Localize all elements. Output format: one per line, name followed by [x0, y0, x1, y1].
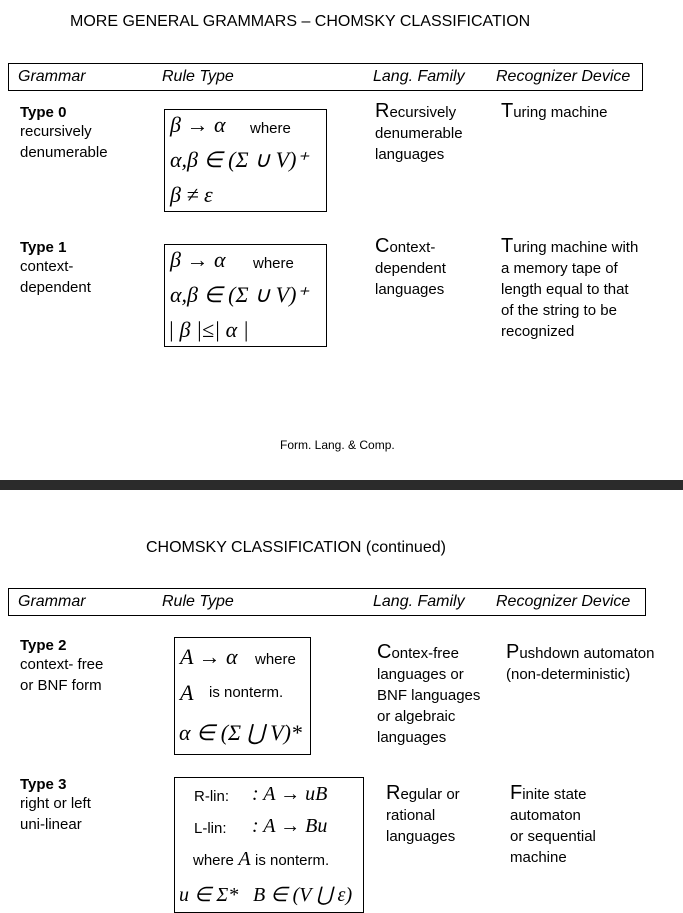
- type3-grammar: [20, 776, 91, 835]
- type1-where: where: [253, 255, 294, 272]
- type3-family-initial: R: [386, 782, 401, 804]
- type3-device-line3: or sequential: [510, 828, 596, 845]
- type3-device-line2: automaton: [510, 807, 581, 824]
- type1-device-line4: of the string to be: [501, 302, 617, 319]
- type0-rule1: β → α: [170, 112, 226, 137]
- type3-family-line2: rational: [386, 807, 436, 824]
- type1-name: Type 1: [20, 239, 67, 256]
- type1-family-initial: C: [375, 235, 390, 257]
- type3-rule4a: u ∈ Σ*: [179, 884, 239, 906]
- type3-desc-line2: uni-linear: [20, 816, 82, 833]
- slide-divider: [0, 480, 683, 490]
- type0-rule-box: [164, 109, 327, 212]
- type2-family-initial: C: [377, 641, 392, 663]
- type2-rule2-text: is nonterm.: [209, 684, 284, 701]
- type0-rule2: α,β ∈ (Σ ∪ V)⁺: [170, 147, 309, 172]
- type2-lang-family: [377, 642, 480, 748]
- type1-rule1: β → α: [170, 247, 226, 272]
- type3-where-rest: is nonterm.: [254, 852, 330, 869]
- type2-family-line4: or algebraic: [377, 708, 456, 725]
- slide1-table-header: [8, 63, 643, 91]
- type0-family-line3: languages: [375, 146, 445, 163]
- type1-family-line3: languages: [375, 281, 445, 298]
- header-grammar: Grammar: [18, 68, 86, 85]
- type2-desc-line1: context- free: [20, 656, 104, 673]
- type2-desc-line2: or BNF form: [20, 677, 102, 694]
- type3-family-line3: languages: [386, 828, 456, 845]
- type2-rule-box: [174, 637, 311, 755]
- header-rule-type: Rule Type: [162, 68, 234, 85]
- type0-family-initial: R: [375, 100, 390, 122]
- type0-device-line1: uring machine: [513, 104, 608, 121]
- type0-grammar: [20, 104, 108, 163]
- type1-device-line5: recognized: [501, 323, 575, 340]
- type2-family-line1: ontex-free: [391, 645, 459, 662]
- header-lang-family: Lang. Family: [373, 68, 465, 85]
- type3-device-initial: F: [510, 782, 523, 804]
- type2-family-line3: BNF languages: [377, 687, 481, 704]
- type3-where-text: where: [193, 852, 234, 869]
- type1-rule3: | β |≤| α |: [168, 317, 249, 342]
- type1-device-line2: a memory tape of: [501, 260, 618, 277]
- type0-desc-line2: denumerable: [20, 144, 108, 161]
- type2-device-line1: ushdown automaton: [519, 645, 655, 662]
- slide2-table-header: [8, 588, 646, 616]
- type3-rule-box: [174, 777, 364, 913]
- type1-device-line3: length equal to that: [501, 281, 629, 298]
- header-grammar: Grammar: [18, 593, 86, 610]
- type0-name: Type 0: [20, 104, 67, 121]
- type1-recognizer: [501, 236, 638, 342]
- type3-rule4b: B ∈ (V ⋃ ε): [253, 884, 353, 906]
- type3-where-line: [193, 848, 329, 871]
- type2-family-line5: languages: [377, 729, 447, 746]
- header-rule-type: Rule Type: [162, 593, 234, 610]
- type0-family-line2: denumerable: [375, 125, 463, 142]
- type2-device-line2: (non-deterministic): [506, 666, 631, 683]
- type3-llin-label: L-lin:: [194, 820, 227, 837]
- type1-family-line1: ontext-: [389, 239, 436, 256]
- slide1-footer: Form. Lang. & Comp.: [280, 438, 395, 452]
- type3-recognizer: [510, 783, 596, 868]
- type2-family-line2: languages or: [377, 666, 464, 683]
- type1-desc-line1: context-: [20, 258, 74, 275]
- type2-rule3: α ∈ (Σ ⋃ V)*: [179, 720, 302, 745]
- type1-family-line2: dependent: [375, 260, 446, 277]
- type3-device-line1: inite state: [522, 786, 587, 803]
- type1-device-initial: T: [501, 235, 514, 257]
- type3-rlin-rule: : A → uB: [252, 783, 328, 805]
- type2-name: Type 2: [20, 637, 67, 654]
- type3-llin-rule: : A → Bu: [252, 815, 328, 837]
- type1-lang-family: [375, 236, 446, 300]
- type0-family-line1: ecursively: [389, 104, 457, 121]
- type2-recognizer: [506, 642, 654, 685]
- header-recognizer-device: Recognizer Device: [496, 593, 631, 610]
- type1-grammar: [20, 239, 91, 298]
- type0-rule3: β ≠ ε: [170, 182, 213, 207]
- type0-where: where: [250, 120, 291, 137]
- slide2-title: CHOMSKY CLASSIFICATION (continued): [146, 539, 446, 556]
- type0-desc-line1: recursively: [20, 123, 92, 140]
- type1-device-line1: uring machine with: [513, 239, 639, 256]
- type2-rule2-var: A: [180, 680, 194, 705]
- type1-rule2: α,β ∈ (Σ ∪ V)⁺: [170, 282, 309, 307]
- type3-family-line1: egular or: [400, 786, 460, 803]
- type2-grammar: [20, 637, 103, 696]
- type1-rule-box: [164, 244, 327, 347]
- header-recognizer-device: Recognizer Device: [496, 68, 631, 85]
- type3-lang-family: [386, 783, 460, 847]
- type2-where: where: [255, 651, 296, 668]
- type3-desc-line1: right or left: [20, 795, 91, 812]
- type3-device-line4: machine: [510, 849, 567, 866]
- type2-device-initial: P: [506, 641, 520, 663]
- slide1-title: MORE GENERAL GRAMMARS – CHOMSKY CLASSIFICATION: [70, 13, 531, 30]
- type0-lang-family: [375, 101, 463, 165]
- type1-desc-line2: dependent: [20, 279, 91, 296]
- type0-recognizer: [501, 101, 607, 123]
- header-lang-family: Lang. Family: [373, 593, 465, 610]
- type3-where-var: A: [238, 848, 251, 870]
- type2-rule1: A → α: [180, 644, 238, 669]
- type3-rlin-label: R-lin:: [194, 788, 230, 805]
- type3-name: Type 3: [20, 776, 67, 793]
- type0-device-initial: T: [501, 100, 514, 122]
